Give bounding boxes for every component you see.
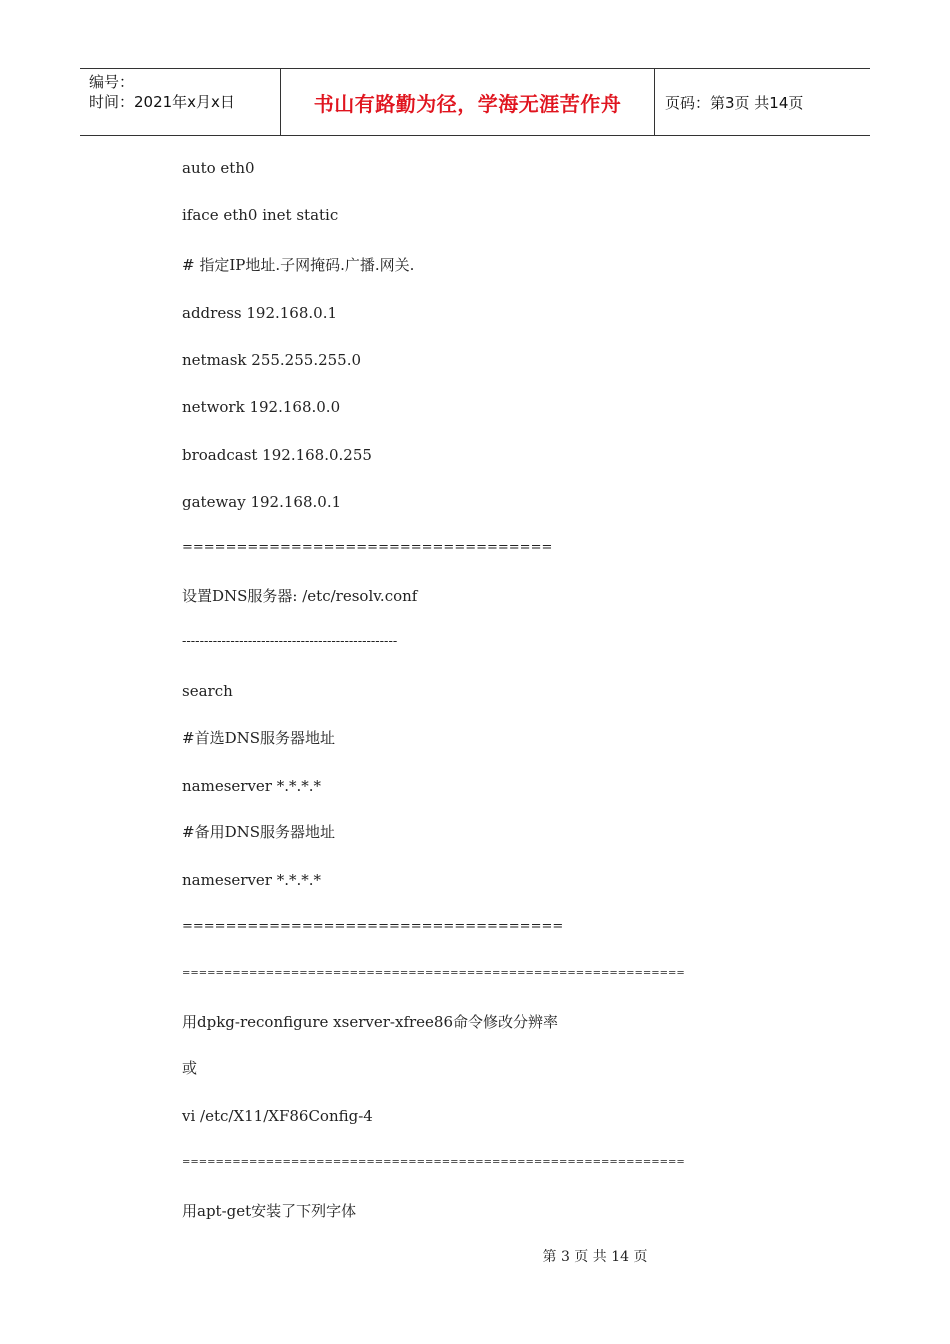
text-line: address 192.168.0.1: [182, 304, 338, 322]
separator-line: ============================================================: [182, 968, 685, 979]
header-motto: 书山有路勤为径，学海无涯苦作舟: [281, 69, 655, 135]
text-line: gateway 192.168.0.1: [182, 493, 342, 511]
header-page-info: 页码：第3页 共14页: [665, 93, 804, 112]
text-line: nameserver *.*.*.*: [182, 871, 322, 889]
text-line: broadcast 192.168.0.255: [182, 446, 372, 464]
text-line: nameserver *.*.*.*: [182, 777, 322, 795]
text-line: iface eth0 inet static: [182, 206, 339, 224]
text-line: auto eth0: [182, 159, 255, 177]
separator-line: ============================================================: [182, 1157, 685, 1168]
text-line: 用dpkg-reconfigure xserver-xfree86命令修改分辨率: [182, 1013, 559, 1031]
text-line: network 192.168.0.0: [182, 398, 341, 416]
text-line: 设置DNS服务器: /etc/resolv.conf: [182, 587, 418, 605]
separator-line: -------------------------------------------------: [182, 634, 398, 649]
date-label: 时间：2021年x月x日: [89, 93, 235, 111]
code-label: 编号：: [89, 73, 135, 91]
text-line: #备用DNS服务器地址: [182, 823, 335, 841]
text-line: 用apt-get安装了下列字体: [182, 1202, 357, 1220]
text-line: 或: [182, 1059, 198, 1077]
header-meta: [80, 69, 281, 135]
separator-line: ===================================: [182, 919, 564, 934]
text-line: # 指定IP地址.子网掩码.广播.网关.: [182, 256, 415, 274]
page-footer: 第 3 页 共 14 页: [542, 1249, 648, 1265]
text-line: search: [182, 682, 233, 700]
separator-line: ==================================: [182, 540, 553, 555]
text-line: #首选DNS服务器地址: [182, 729, 335, 747]
text-line: vi /etc/X11/XF86Config-4: [182, 1107, 373, 1125]
text-line: netmask 255.255.255.0: [182, 351, 362, 369]
page-header: [80, 68, 870, 136]
